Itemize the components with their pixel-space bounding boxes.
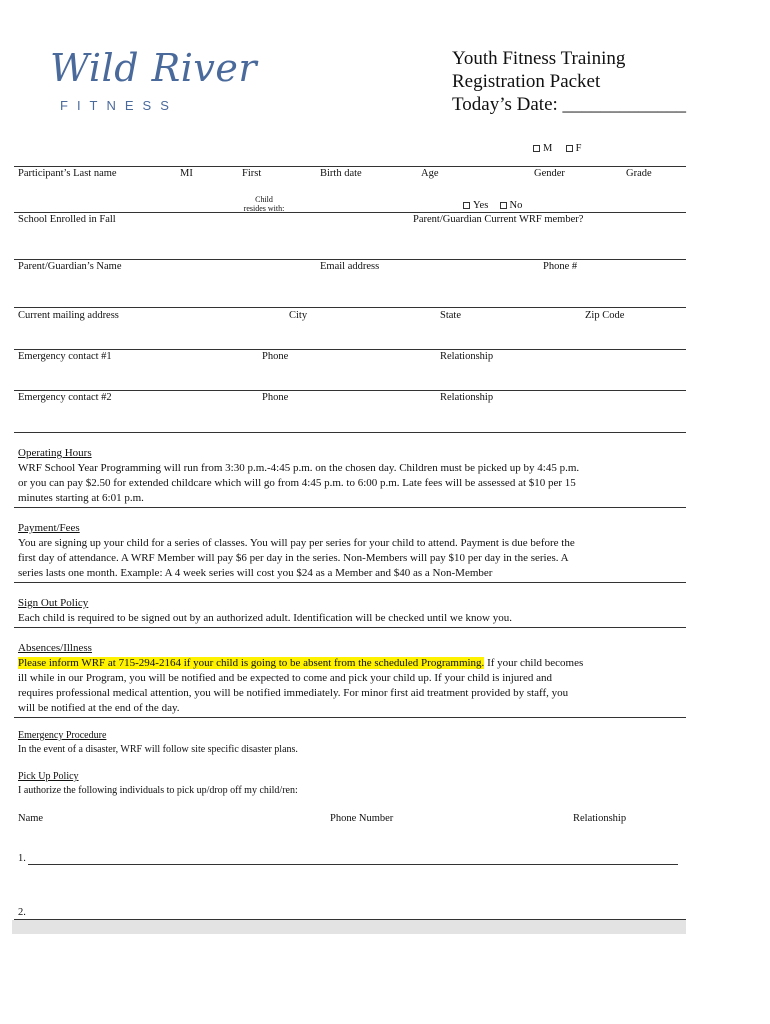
operating-hours-line1: WRF School Year Programming will run from 3:30 p.m.-4:45 p.m. on the chosen day. Children must be picked up by 4:45 p.m. bbox=[18, 462, 580, 474]
field-line-row3[interactable] bbox=[14, 259, 686, 260]
form-title-line2: Registration Packet bbox=[452, 71, 601, 92]
member-no-label: No bbox=[509, 200, 523, 211]
operating-hours-title: Operating Hours bbox=[18, 447, 92, 459]
label-emergency-relationship-1: Relationship bbox=[440, 351, 494, 362]
absences-line2: ill while in our Program, you will be notified and be expected to come and pick your child up. If your child is injured and bbox=[18, 672, 552, 684]
label-emergency-relationship-2: Relationship bbox=[440, 392, 494, 403]
label-emergency-contact-1: Emergency contact #1 bbox=[18, 351, 112, 362]
label-school: School Enrolled in Fall bbox=[18, 214, 116, 225]
label-gender: Gender bbox=[534, 168, 565, 179]
emergency-procedure-text: In the event of a disaster, WRF will follow site specific disaster plans. bbox=[18, 744, 298, 755]
payment-line3: series lasts one month. Example: A 4 week series will cost you $24 as a Member and $40 as a Non-Member bbox=[18, 567, 493, 579]
label-emergency-phone-1: Phone bbox=[262, 351, 289, 362]
emergency-procedure-title: Emergency Procedure bbox=[18, 730, 107, 741]
operating-hours-line2: or you can pay $2.50 for extended childcare which will go from 4:45 p.m. to 6:00 p.m. Late fees will be assessed at $10 per 15 bbox=[18, 477, 576, 489]
label-age: Age bbox=[421, 168, 439, 179]
member-yes-checkbox[interactable] bbox=[463, 202, 470, 209]
label-child-resides bbox=[238, 195, 290, 213]
pickup-col-name: Name bbox=[18, 813, 44, 824]
label-emergency-phone-2: Phone bbox=[262, 392, 289, 403]
pickup-title: Pick Up Policy bbox=[18, 771, 79, 782]
label-emergency-contact-2: Emergency contact #2 bbox=[18, 392, 112, 403]
member-no-checkbox[interactable] bbox=[500, 202, 507, 209]
pickup-col-phone: Phone Number bbox=[330, 813, 394, 824]
logo-subtitle: FITNESS bbox=[60, 98, 178, 113]
label-grade: Grade bbox=[626, 168, 652, 179]
label-parent-name: Parent/Guardian’s Name bbox=[18, 261, 122, 272]
pickup-col-relationship: Relationship bbox=[573, 813, 627, 824]
field-line-row1[interactable] bbox=[14, 166, 686, 167]
payment-line1: You are signing up your child for a series of classes. You will pay per series for your child to attend. Payment is due before the bbox=[18, 537, 575, 549]
shaded-row bbox=[12, 920, 686, 934]
pickup-entry-1-label: 1. bbox=[18, 853, 26, 864]
todays-date-field[interactable]: Today’s Date: _____________ bbox=[452, 94, 687, 115]
sign-out-text: Each child is required to be signed out by an authorized adult. Identification will be checked until we know you. bbox=[18, 612, 512, 624]
label-child-resides-line1: Child bbox=[255, 195, 273, 204]
payment-text bbox=[18, 536, 683, 581]
gender-m-label: M bbox=[543, 143, 553, 154]
field-line-row7[interactable] bbox=[14, 432, 686, 433]
absences-line3: requires professional medical attention, you will be notified immediately. For minor first aid treatment provided by staff, you bbox=[18, 687, 569, 699]
label-state: State bbox=[440, 310, 461, 321]
label-last-name: Participant’s Last name bbox=[18, 168, 117, 179]
field-line-row5[interactable] bbox=[14, 349, 686, 350]
label-address: Current mailing address bbox=[18, 310, 119, 321]
pickup-entry-2-label: 2. bbox=[18, 907, 26, 918]
member-yes-label: Yes bbox=[473, 200, 489, 211]
operating-hours-line3: minutes starting at 6:01 p.m. bbox=[18, 492, 144, 504]
absences-line1 bbox=[18, 656, 683, 671]
absences-line4: will be notified at the end of the day. bbox=[18, 702, 180, 714]
label-mi: MI bbox=[180, 168, 193, 179]
gender-f-label: F bbox=[575, 143, 582, 154]
absences-title: Absences/Illness bbox=[18, 642, 92, 654]
label-first: First bbox=[242, 168, 262, 179]
form-title-line1: Youth Fitness Training bbox=[452, 48, 626, 69]
operating-hours-text bbox=[18, 461, 683, 506]
label-birth-date: Birth date bbox=[320, 168, 362, 179]
absences-text bbox=[18, 656, 683, 716]
absences-line1-rest: If your child becomes bbox=[484, 657, 584, 669]
divider-absences bbox=[14, 717, 686, 718]
label-city: City bbox=[289, 310, 308, 321]
gender-m-checkbox[interactable] bbox=[533, 145, 540, 152]
payment-title: Payment/Fees bbox=[18, 522, 80, 534]
logo-wordmark: Wild River bbox=[50, 46, 257, 90]
label-zip: Zip Code bbox=[585, 310, 625, 321]
pickup-text: I authorize the following individuals to pick up/drop off my child/ren: bbox=[18, 785, 298, 796]
member-checkboxes bbox=[463, 200, 522, 211]
label-phone: Phone # bbox=[543, 261, 578, 272]
gender-f-checkbox[interactable] bbox=[566, 145, 573, 152]
field-line-row6[interactable] bbox=[14, 390, 686, 391]
absences-highlight: Please inform WRF at 715-294-2164 if your child is going to be absent from the scheduled Programming. bbox=[18, 657, 485, 669]
field-line-row4[interactable] bbox=[14, 307, 686, 308]
label-wrf-member: Parent/Guardian Current WRF member? bbox=[413, 214, 584, 225]
divider-sign-out bbox=[14, 627, 686, 628]
divider-payment bbox=[14, 582, 686, 583]
pickup-entry-1-line[interactable] bbox=[28, 864, 678, 865]
field-line-row2[interactable] bbox=[14, 212, 686, 213]
sign-out-title: Sign Out Policy bbox=[18, 597, 89, 609]
payment-line2: first day of attendance. A WRF Member will pay $6 per day in the series. Non-Members will pay $10 per day in the series. A bbox=[18, 552, 569, 564]
gender-checkboxes bbox=[533, 143, 581, 154]
divider-operating-hours bbox=[14, 507, 686, 508]
label-email: Email address bbox=[320, 261, 380, 272]
label-child-resides-line2: resides with: bbox=[243, 204, 285, 213]
